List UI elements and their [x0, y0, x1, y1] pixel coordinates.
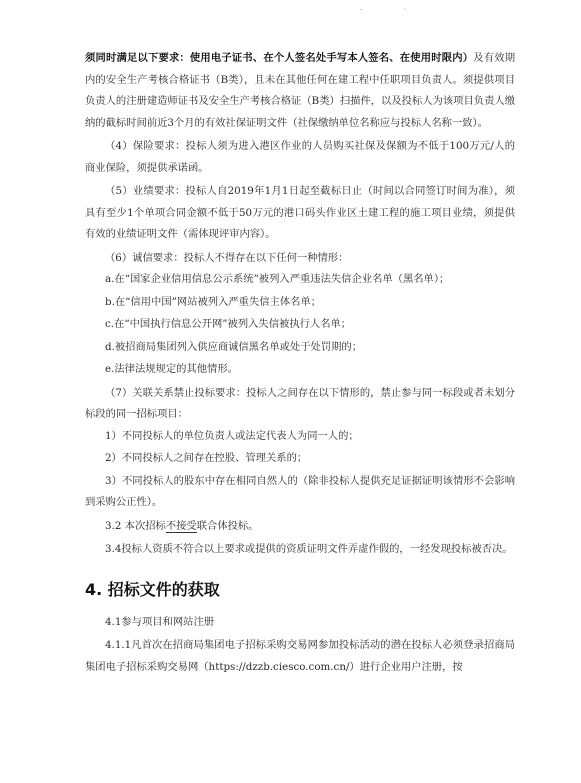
list-item: b.在“信用中国”网站被列入严重失信主体名单；	[105, 295, 322, 308]
paragraph-consortium	[85, 516, 515, 538]
list-item: 1）不同投标人的单位负责人或法定代表人为同一人的；	[105, 429, 359, 442]
paragraph-text: 及有	[473, 52, 495, 64]
list-item: c.在“中国执行信息公开网”被列入失信被执行人名单；	[105, 318, 352, 330]
subsection-heading: 4.1参与项目和网站注册	[105, 615, 215, 628]
paragraph-registration: 4.1.1凡首次在招商局集团电子招标采购交易网参加投标活动的潜在投标人必须登录招商局集团电子招标采购交易网（https://dzzb.ciesco.com.cn/）进行企业用户注册，按	[85, 639, 515, 673]
paragraph-related-party: （7）关联关系禁止投标要求：投标人之间存在以下情形的，禁止参与同一标段或者未划分标段的同一招标项目：	[85, 386, 515, 420]
underlined-text: 不接受	[165, 519, 197, 532]
paragraph-text: 效期内的安全生产考核合格证书（B类），且未在其他任何在建工程中任职项目负责人。须提供项目负责人的注册建造师证书及安全生产考核合格证（B类）扫描件，以及投标人为该项目负责人缴纳的截标时间前近3个月的有效社保证明文件（社保缴纳单位名称应与投标人名称一致）。	[85, 52, 516, 129]
document-body	[85, 48, 515, 678]
paragraph-text: 3.2 本次招标	[105, 519, 166, 532]
section-heading: 4. 招标文件的获取	[85, 579, 220, 599]
list-item: 3）不同投标人的股东中存在相同自然人的（除非投标人提供充足证据证明该情形不会影响到采购公正性）。	[85, 474, 515, 508]
list-item: a.在“国家企业信用信息公示系统”被列入严重违法失信企业名单（黑名单）；	[105, 273, 450, 285]
scan-speck: - ·	[360, 6, 426, 13]
paragraph-project-manager-req	[85, 48, 515, 134]
paragraph-performance: （5）业绩要求：投标人自2019年1月1日起至截标日止（时间以合同签订时间为准），须具有至少1个单项合同金额不低于50万元的港口码头作业区土建工程的施工项目业绩，须提供有效的业绩证明文件（需体现评审内容）。	[85, 185, 515, 240]
bold-requirement-text: 须同时满足以下要求：使用电子证书、在个人签名处手写本人签名、在使用时限内）	[85, 52, 474, 64]
list-item: e.法律法规规定的其他情形。	[105, 363, 238, 375]
paragraph-insurance: （4）保险要求：投标人须为进入港区作业的人员购买社保及保额为不低于100万元/人的商业保险，须提供承诺函。	[85, 140, 515, 174]
paragraph-qualification: 3.4投标人资质不符合以上要求或提供的资质证明文件弄虚作假的，一经发现投标被否决。	[105, 543, 513, 555]
list-item: d.被招商局集团列入供应商诚信黑名单或处于处罚期的；	[105, 340, 362, 353]
paragraph-integrity: （6）诚信要求：投标人不得存在以下任何一种情形：	[105, 251, 349, 264]
paragraph-text: 联合体投标。	[196, 519, 259, 532]
list-item: 2）不同投标人之间存在控股、管理关系的；	[105, 452, 308, 464]
